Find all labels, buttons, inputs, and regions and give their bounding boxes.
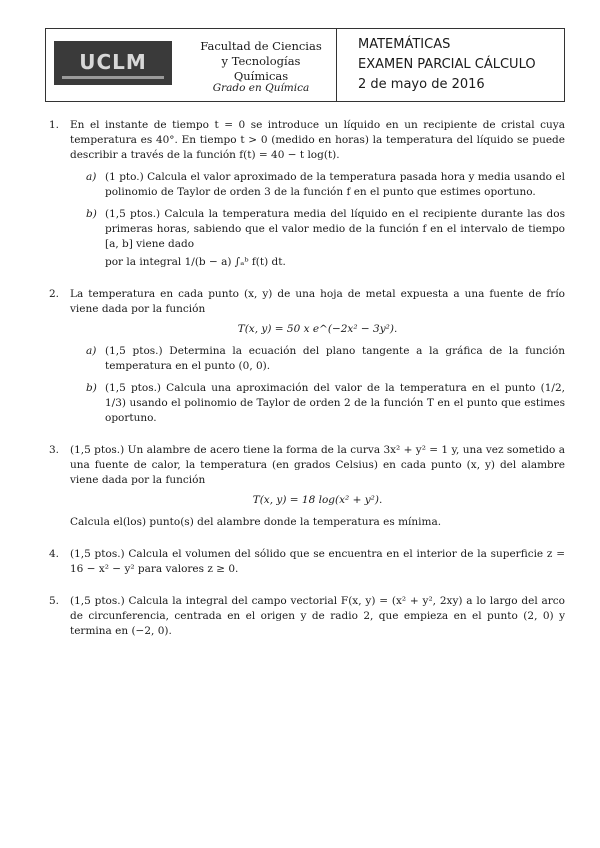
problem-statement: (1,5 ptos.) Calcula el volumen del sólido que se encuentra en el interior de la superficie z = 16 − x² − y² para valores z ≥ 0. [70, 548, 565, 575]
part-statement: (1 pto.) Calcula el valor aproximado de la temperatura pasada hora y media usando el polinomio de Taylor de orden 3 de la función f en el punto que estimes oportuno. [105, 171, 565, 198]
temperature-equation: T(x, y) = 18 log(x² + y²). [252, 494, 383, 506]
exam-date: 2 de mayo de 2016 [358, 77, 485, 92]
problem-question: Calcula el(los) punto(s) del alambre donde la temperatura es mínima. [70, 516, 442, 528]
problem-2-part-b [70, 381, 565, 426]
university-logo [54, 41, 172, 85]
exam-title: EXAMEN PARCIAL CÁLCULO [358, 57, 536, 72]
problem-number: 5. [49, 595, 60, 607]
degree-name: Grado en Química [212, 82, 310, 94]
problem-4 [45, 547, 565, 577]
logo-strip [62, 76, 164, 79]
problem-1-part-b [70, 207, 565, 270]
problem-statement: En el instante de tiempo t = 0 se introduce un líquido en un recipiente de cristal cuya temperatura es 40°. En tiempo t > 0 (medido en horas) la temperatura del líquido se puede describir a través de la función f(t) = 40 − t log(t). [70, 119, 565, 161]
problem-number: 1. [49, 119, 60, 131]
exam-info [358, 35, 536, 95]
part-statement: (1,5 ptos.) Calcula una aproximación del valor de la temperatura en el punto (1/2, 1/3) usando el polinomio de Taylor de orden 2 de la función T en el punto que estimes oportuno. [105, 382, 565, 424]
subject-title: MATEMÁTICAS [358, 37, 451, 52]
problem-statement: (1,5 ptos.) Calcula la integral del campo vectorial F(x, y) = (x² + y², 2xy) a lo largo del arco de circunferencia, centrada en el origen y de radio 2, que empieza en el punto (2, 0) y termina en (−2, 0). [70, 595, 565, 637]
problem-statement: (1,5 ptos.) Un alambre de acero tiene la forma de la curva 3x² + y² = 1 y, una vez sometido a una fuente de calor, la temperatura (en grados Celsius) en cada punto (x, y) del alambre viene dada por la función [70, 444, 565, 486]
faculty-line-1: Facultad de Ciencias [200, 39, 322, 53]
problem-1 [45, 118, 565, 270]
logo-text: UCLM [79, 50, 147, 74]
problem-number: 3. [49, 444, 60, 456]
problem-number: 2. [49, 288, 60, 300]
part-statement: (1,5 ptos.) Determina la ecuación del plano tangente a la gráfica de la función temperatura en el punto (0, 0). [105, 345, 565, 372]
problem-statement: La temperatura en cada punto (x, y) de una hoja de metal expuesta a una fuente de frío viene dada por la función [70, 288, 565, 315]
part-label: a) [86, 345, 97, 357]
faculty-name [196, 39, 326, 84]
exam-header [45, 28, 565, 102]
part-statement: (1,5 ptos.) Calcula la temperatura media del líquido en el recipiente durante las dos primeras horas, sabiendo que el valor medio de la función f en el intervalo de tiempo [a, b] viene dado [105, 208, 565, 250]
faculty-line-2: y Tecnologías Químicas [221, 54, 301, 83]
problem-5 [45, 594, 565, 639]
part-label: b) [86, 208, 97, 220]
temperature-equation: T(x, y) = 50 x e^(−2x² − 3y²). [237, 323, 398, 335]
problem-number: 4. [49, 548, 60, 560]
part-label: a) [86, 171, 97, 183]
problem-1-part-a [70, 170, 565, 200]
problem-2 [45, 287, 565, 426]
exam-content [45, 118, 565, 656]
mean-value-integral: por la integral 1/(b − a) ∫ₐᵇ f(t) dt. [105, 256, 286, 268]
part-label: b) [86, 382, 97, 394]
header-divider [336, 29, 337, 101]
problem-2-part-a [70, 344, 565, 374]
problem-3 [45, 443, 565, 530]
